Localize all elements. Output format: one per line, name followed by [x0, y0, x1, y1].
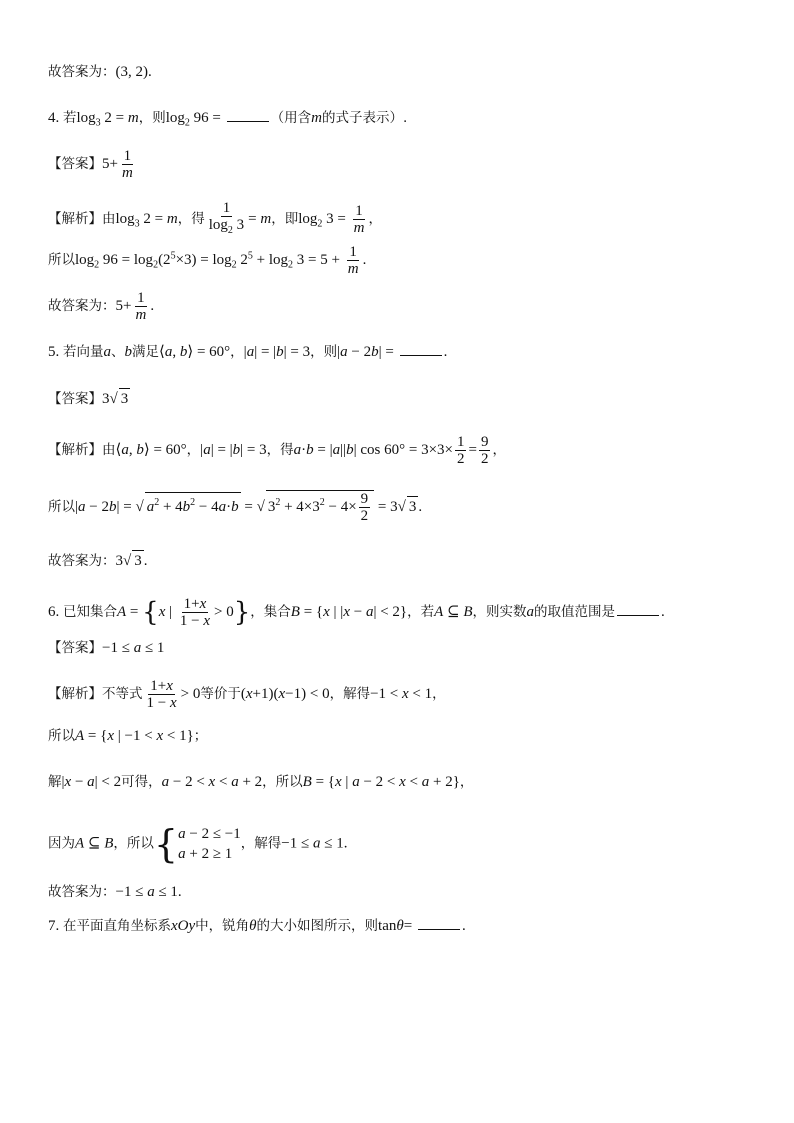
question-4: 4. 若$\log_3 2 = m$，则$\log_2 96$ = （用含m的式子表示）. [48, 110, 408, 129]
analysis-q6-line3: 解|x − a| < 2可得，a − 2 < x < a + 2，所以B = {x | a − 2 < x < a + 2}， [48, 774, 474, 790]
answer-line-q3: 故答案为：(3, 2). [48, 64, 152, 80]
answer-blank [400, 343, 442, 356]
answer-q5: 【答案】3√ 3 [48, 388, 130, 409]
answer-line-q6: 故答案为：−1 ≤ a ≤ 1. [48, 884, 182, 900]
answer-q6: 【答案】−1 ≤ a ≤ 1 [48, 640, 165, 656]
analysis-q6-line2: 所以A = {x | −1 < x < 1}； [48, 728, 208, 744]
analysis-q6-line1: 【解析】不等式 $\frac{1+x}{1 - x}$ > 0等价于(x+1)(x−1) < 0，解得−1 < x < 1， [48, 678, 446, 711]
answer-blank [227, 109, 269, 122]
analysis-q6-line4: 因为A ⊆ B，所以 { a − 2 ≤ −1 a + 2 ≥ 1 ，解得−1 ≤ a ≤ 1. [48, 822, 348, 866]
question-7: 7. 在平面直角坐标系xOy中，锐角θ的大小如图所示，则tanθ= . [48, 918, 466, 934]
analysis-q5-line1: 【解析】由⟨a, b⟩ = 60°，|a| = |b| = 3，得a·b = |a||b| cos 60° = 3×3× $\frac{1}{2}$ = $\frac{9}{2}$ ， [48, 434, 506, 467]
analysis-q5-line2: 所以|a − 2b| = √ $a^2 + 4b^2 - 4a\cdot b$ = √ $3^2 + 4\times 3^2 - 4\times$ $\frac{9}{2}$ = 3√ 3 . [48, 491, 423, 524]
answer-q4: 【答案】5+ $\frac{1}{m}$ [48, 148, 133, 181]
question-5: 5. 若向量a、b满足⟨a, b⟩ = 60°，|a| = |b| = 3，则|a − 2b| = . [48, 344, 448, 360]
answer-line-q4: 故答案为：5+ $\frac{1}{m}$ . [48, 290, 155, 323]
question-6: 6. 已知集合A = {x | $\frac{1+x}{1 - x}$ > 0}，集合B = {x | |x − a| < 2}，若A ⊆ B，则实数a的取值范围是 . [48, 596, 665, 629]
answer-line-q5: 故答案为：3√ 3 . [48, 550, 147, 571]
analysis-q4-line1: 【解析】由$\log_3 2 = m$，得 $\frac{1}{\log_2 3}$ = m，即$\log_2 3$ = $\frac{1}{m}$ ， [48, 200, 382, 236]
answer-blank [418, 917, 460, 930]
answer-blank [617, 603, 659, 616]
analysis-q4-line2: 所以$\log_2 96 = \log_2(2^5\times 3) = \log_2 2^5 + \log_2 3 = 5$ + $\frac{1}{m}$ . [48, 244, 367, 277]
